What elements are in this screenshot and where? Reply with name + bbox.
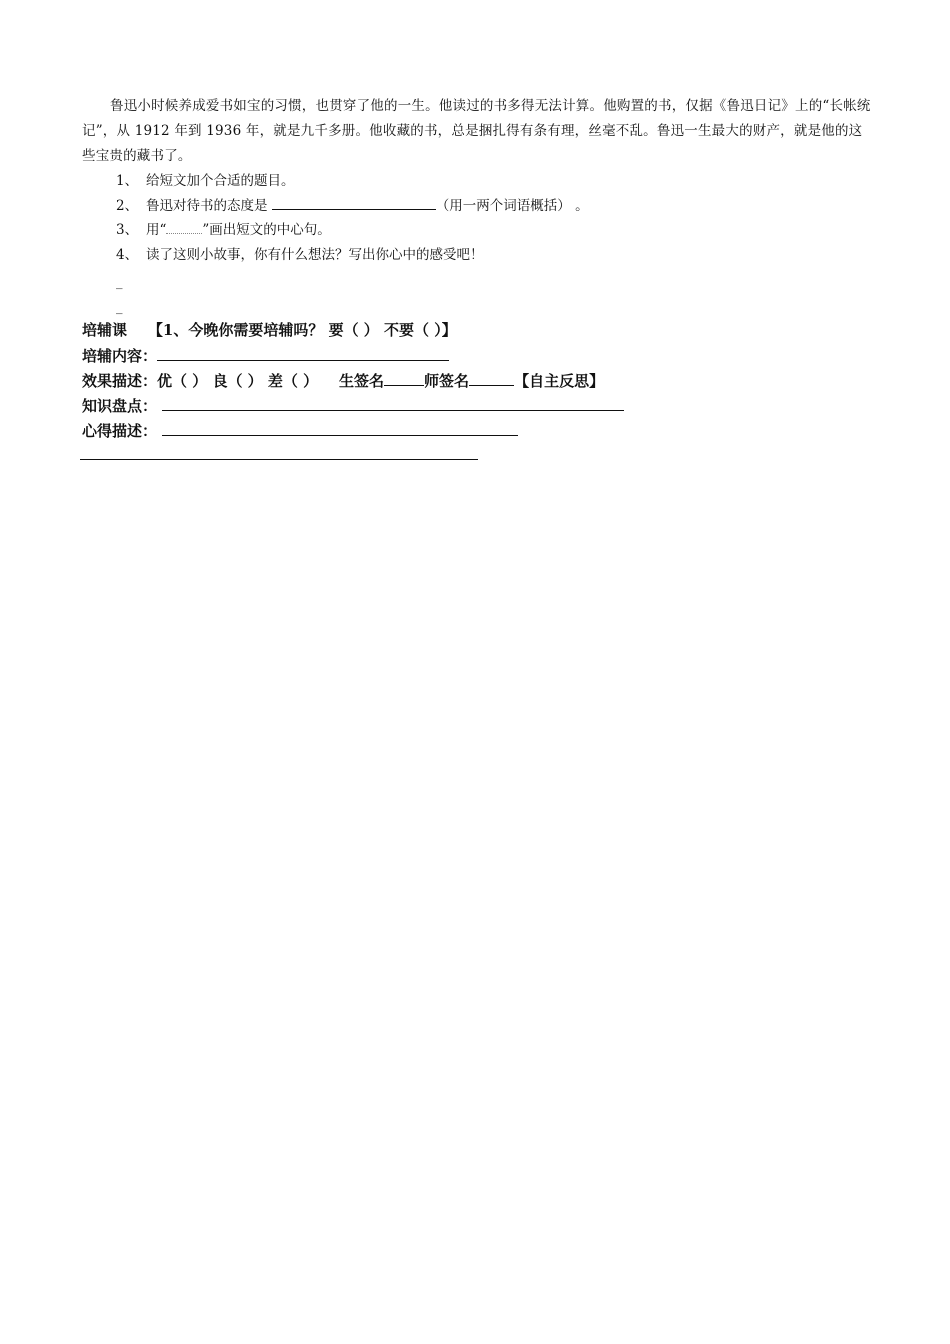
- tutoring-content-blank[interactable]: [157, 346, 449, 361]
- student-sign-label: 生签名: [339, 372, 385, 390]
- effect-label: 效果描述：: [82, 372, 158, 390]
- answer-dash: _: [116, 275, 123, 290]
- question-3: [116, 220, 331, 240]
- question-hint: （用一两个词语概括） 。: [435, 198, 589, 214]
- insight-row: [82, 421, 518, 441]
- question-1: [116, 171, 295, 191]
- question-text: 鲁迅对待书的态度是: [146, 198, 268, 214]
- tutoring-question: 【1、今晚你需要培辅吗？ 要（ ） 不要（ ）】: [147, 321, 457, 339]
- question-text: 用“: [146, 222, 167, 238]
- student-sign-blank[interactable]: [384, 371, 424, 386]
- self-reflection-label: 【自主反思】: [514, 372, 605, 390]
- question-text: 读了这则小故事，你有什么想法？写出你心中的感受吧！: [146, 247, 484, 263]
- knowledge-blank[interactable]: [162, 396, 624, 411]
- question-number: 4、: [116, 247, 139, 263]
- insight-continuation-line[interactable]: [80, 459, 478, 460]
- tutoring-content-label: 培辅内容：: [82, 347, 158, 365]
- teacher-sign-label: 师签名: [424, 372, 470, 390]
- tutoring-content-row: [82, 346, 449, 366]
- effect-options: 优（ ） 良（ ） 差（ ）: [157, 372, 319, 390]
- insight-blank[interactable]: [162, 421, 518, 436]
- knowledge-row: [82, 396, 624, 416]
- answer-dash: _: [116, 300, 123, 315]
- teacher-sign-blank[interactable]: [469, 371, 514, 386]
- effect-row: [82, 371, 604, 391]
- reading-passage: 鲁迅小时候养成爱书如宝的习惯，也贯穿了他的一生。他读过的书多得无法计算。他购置的书，仅据《鲁迅日记》上的“长帐统记”，从 1912 年到 1936 年，就是九千多册。他收藏的书，总是捆扎得有条有理，丝毫不乱。鲁迅一生最大的财产，就是他的这些宝贵的藏书了。: [82, 98, 871, 164]
- insight-label: 心得描述：: [82, 422, 158, 440]
- question-number: 3、: [116, 222, 139, 238]
- question-text: ”画出短文的中心句。: [202, 222, 331, 238]
- tutoring-label: 培辅课: [82, 321, 128, 339]
- question-4: [116, 245, 484, 265]
- answer-blank[interactable]: [272, 197, 436, 210]
- wavy-underline-mark: [166, 223, 202, 234]
- tutoring-row: [82, 320, 457, 340]
- question-number: 1、: [116, 173, 139, 189]
- question-2: [116, 196, 589, 216]
- question-number: 2、: [116, 198, 139, 214]
- knowledge-label: 知识盘点：: [82, 397, 158, 415]
- question-text: 给短文加个合适的题目。: [146, 173, 295, 189]
